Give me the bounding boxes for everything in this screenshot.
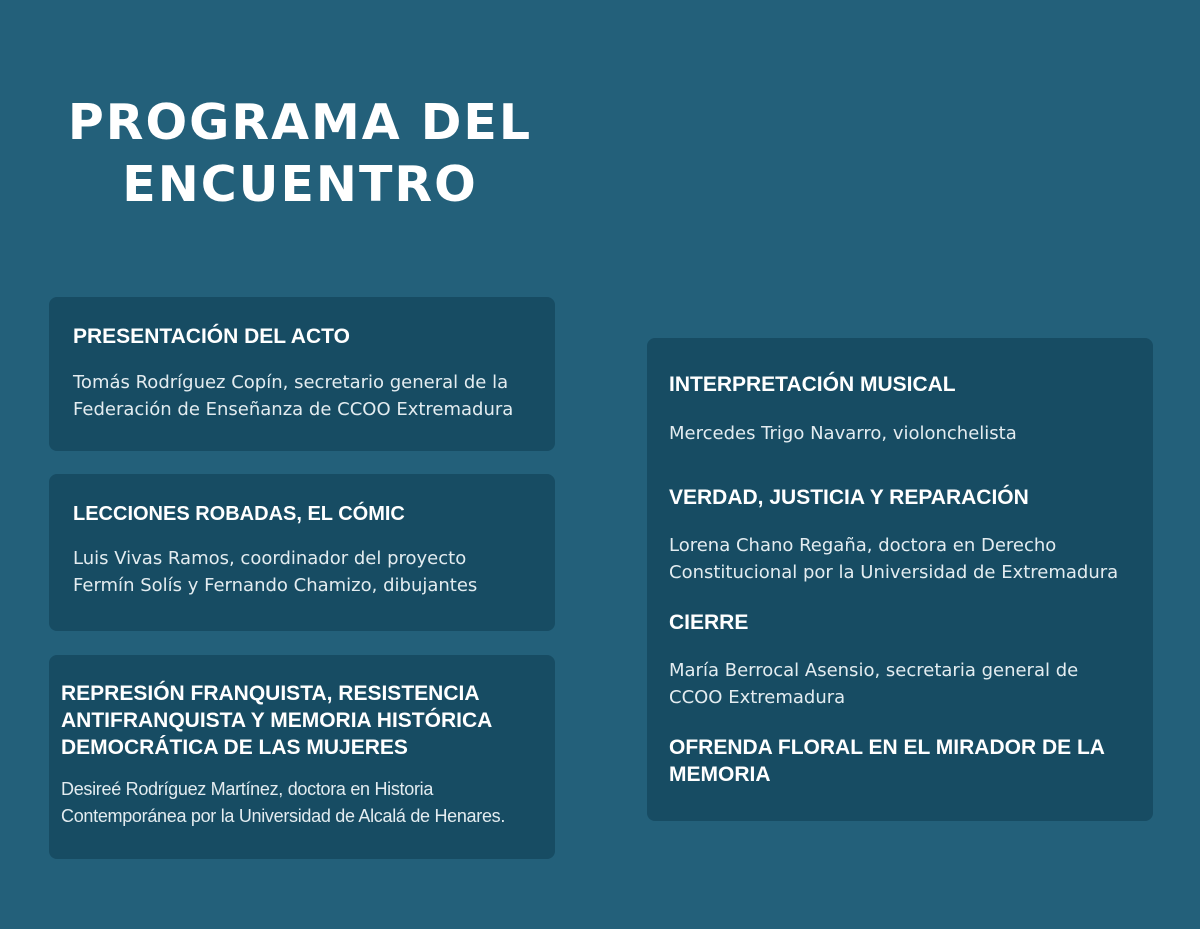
card-text-line: Federación de Enseñanza de CCOO Extremadura (73, 399, 514, 420)
card-text-line: Fermín Solís y Fernando Chamizo, dibujantes (73, 575, 478, 596)
card-text-line: Luis Vivas Ramos, coordinador del proyecto (73, 548, 467, 569)
card-text-truth (669, 532, 1118, 586)
card-text-line: Desireé Rodríguez Martínez, doctora en Historia (61, 779, 434, 799)
card-title-repression (61, 680, 492, 761)
card-text-presentation (73, 369, 513, 423)
card-text-line: Constitucional por la Universidad de Extremadura (669, 562, 1119, 583)
card-title-closing: CIERRE (669, 611, 749, 634)
card-text-comic (73, 545, 477, 599)
card-text-line: CCOO Extremadura (669, 687, 846, 708)
card-text-closing (669, 657, 1078, 711)
card-title-comic: LECCIONES ROBADAS, EL CÓMIC (73, 503, 405, 525)
card-text-line: Contemporánea por la Universidad de Alcalá de Henares. (61, 806, 506, 826)
card-text-line: María Berrocal Asensio, secretaria general de (669, 660, 1079, 681)
card-title-line: MEMORIA (669, 763, 771, 786)
card-title-line: REPRESIÓN FRANQUISTA, RESISTENCIA (61, 682, 480, 705)
card-title-line: ANTIFRANQUISTA Y MEMORIA HISTÓRICA (61, 709, 493, 732)
card-title-line: OFRENDA FLORAL EN EL MIRADOR DE LA (669, 736, 1105, 759)
page-title-line-2: ENCUENTRO (122, 156, 478, 213)
page-title-line-1: PROGRAMA DEL (67, 94, 533, 151)
card-text-music (669, 420, 1017, 447)
card-text-line: Tomás Rodríguez Copín, secretario general de la (73, 372, 509, 393)
card-text-repression (61, 776, 505, 830)
card-text-line: Mercedes Trigo Navarro, violonchelista (669, 423, 1017, 444)
card-title-truth: VERDAD, JUSTICIA Y REPARACIÓN (669, 486, 1029, 509)
card-title-line: DEMOCRÁTICA DE LAS MUJERES (61, 736, 408, 759)
card-text-line: Lorena Chano Regaña, doctora en Derecho (669, 535, 1057, 556)
card-title-presentation: PRESENTACIÓN DEL ACTO (73, 325, 350, 348)
card-title-music: INTERPRETACIÓN MUSICAL (669, 373, 956, 396)
page-title (40, 92, 560, 216)
card-title-offering (669, 734, 1105, 788)
